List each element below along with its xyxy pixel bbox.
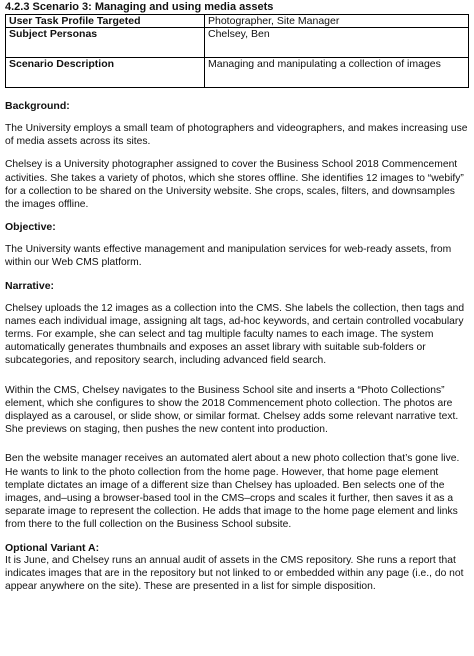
table-row <box>6 58 469 88</box>
table-row <box>6 15 469 28</box>
background-title: Background: <box>5 100 70 112</box>
table-row <box>6 28 469 58</box>
narrative-title: Narrative: <box>5 279 55 292</box>
narrative-paragraph-3: Ben the website manager receives an automated alert about a new photo collection that’s gone live. He wants to link to the photo collection from the home page. However, that home page element template dictates an image of a different size than Chelsey has uploaded. Ben selects one of the images, and–using a browser-based tool in the CMS–crops and scales it further, then saves it as a separate image to represent the collection. He adds that image to the home page element and links from there to the full collection on the Business School subsite. <box>5 453 460 531</box>
row-value: Chelsey, Ben <box>205 28 469 58</box>
row-label: Scenario Description <box>6 58 205 88</box>
variant-paragraph: It is June, and Chelsey runs an annual audit of assets in the CMS repository. She runs a report that indicates images that are in the repository but not linked to or embedded within any page (i.e., do not appear anywhere on the site). These are presented in a list for simple disposition. <box>5 554 464 593</box>
section-heading: 4.2.3 Scenario 3: Managing and using media assets <box>5 1 274 13</box>
narrative-paragraph-1: Chelsey uploads the 12 images as a collection into the CMS. She labels the collection, then tags and names each individual image, assigning alt tags, ad-hoc keywords, and certain controlled vocabulary terms. For example, she can select and tag multiple faculty names to each image. The system automatically generates thumbnails and exposes an asset library with suitable sub-folders or subcategories, and repository search, including advanced field search. <box>5 302 465 367</box>
background-paragraph-2: Chelsey is a University photographer assigned to cover the Business School 2018 Commencement activities. She takes a variety of photos, which she stores offline. She identifies 12 images to “webify” for a collection to be shared on the University website. She crops, scales, filters, and downsamples the images offline. <box>5 159 464 211</box>
narrative-paragraph-2: Within the CMS, Chelsey navigates to the Business School site and inserts a “Photo Collections” element, which she configures to show the 2018 Commencement photo collection. The photos are displayed as a carousel, or slide show, or similar format. Chelsey adds some relevant narrative text. She previews on staging, then pushes the new content into production. <box>5 384 459 436</box>
row-label: User Task Profile Targeted <box>6 15 205 28</box>
objective-paragraph: The University wants effective management and manipulation services for web-ready assets, from within our Web CMS platform. <box>5 244 452 269</box>
objective-title: Objective: <box>5 221 56 234</box>
scenario-profile-table <box>5 14 469 88</box>
variant-title: Optional Variant A: <box>5 541 100 554</box>
row-value: Photographer, Site Manager <box>205 15 469 28</box>
row-label: Subject Personas <box>6 28 205 58</box>
row-value: Managing and manipulating a collection of images <box>205 58 469 88</box>
background-paragraph-1: The University employs a small team of photographers and videographers, and makes increasing use of media assets across its sites. <box>5 123 468 148</box>
